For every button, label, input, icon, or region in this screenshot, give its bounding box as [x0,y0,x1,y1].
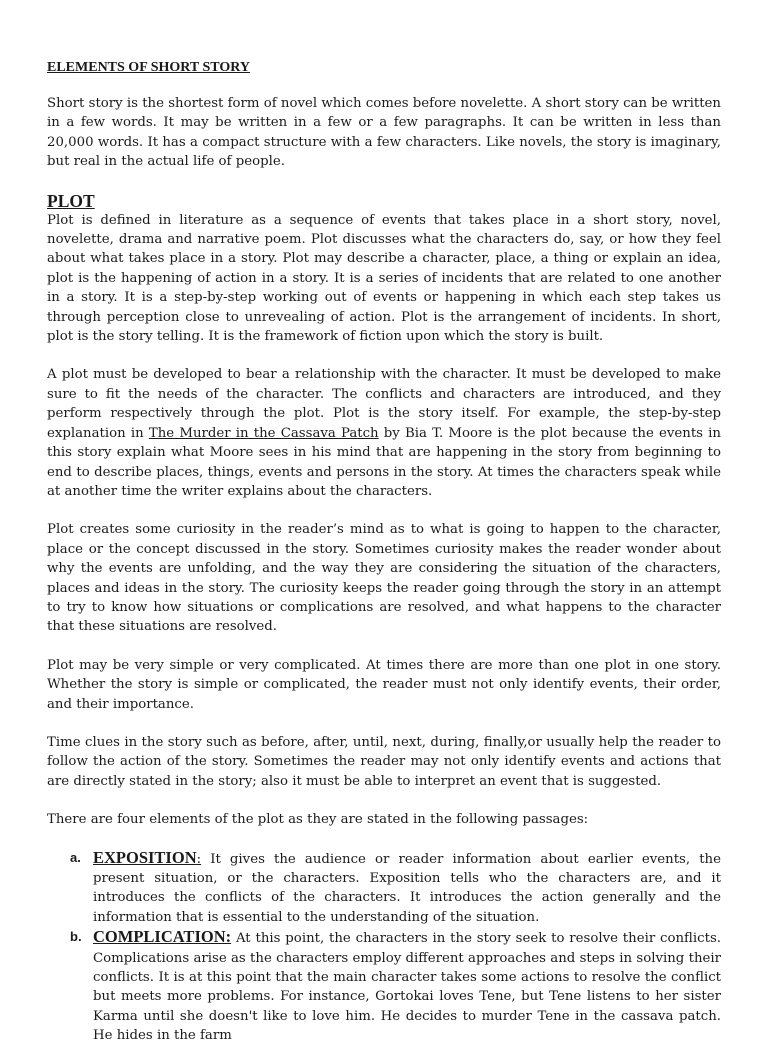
element-term: EXPOSITION [93,847,197,867]
list-marker: a. [70,849,81,865]
plot-paragraph-5: Time clues in the story such as before, after, until, next, during, finally,or usually help the reader to follow the action of the story. Sometimes the reader may not only identify events and actions that are directly stated in the story; also it must be able to interpret an event that is suggested. [47,734,721,789]
plot-heading: PLOT [47,190,95,211]
plot-paragraph-3: Plot creates some curiosity in the reader’s mind as to what is going to happen to the character, place or the concept discussed in the story. Sometimes curiosity makes the reader wonder about why the events are unfolding, and the way they are considering the situation of the characters, places and ideas in the story. The curiosity keeps the reader going through the story in an attempt to try to know how situations or complications are resolved, and what happens to the character that these situations are resolved. [47,522,721,635]
intro-paragraph: Short story is the shortest form of novel which comes before novelette. A short story can be written in a few words. It may be written in a few or a few paragraphs. It can be written in less than 20,000 words. It has a compact structure with a few characters. Like novels, the story is imaginary, but real in the actual life of people. [47,96,721,170]
element-description: It gives the audience or reader information about earlier events, the present situation, or the characters. Exposition tells who the characters are, and it introduces the conflicts of the characters. It introduces the action generally and the information that is essential to the understanding of the situation. [93,851,721,925]
plot-paragraph-2 [47,365,721,501]
document-title: ELEMENTS OF SHORT STORY [47,60,250,75]
list-item [70,847,721,928]
book-title: The Murder in the Cassava Patch [148,425,379,441]
element-description: At this point, the characters in the story seek to resolve their conflicts. Complications arise as the characters employ different approaches and steps in solving their conflicts. It is at this point that the main character takes some actions to resolve the conflict but meets more problems. For instance, Gortokai loves Tene, but Tene listens to her sister Karma until she doesn't like to love him. He decides to murder Tene in the cassava patch. He hides in the farm [93,931,721,1044]
element-term: COMPLICATION: [93,927,232,947]
plot-paragraph-4: Plot may be very simple or very complicated. At times there are more than one plot in one story. Whether the story is simple or complicated, the reader must not only identify events, their order, and their importance. [47,657,721,712]
plot-paragraph-6: There are four elements of the plot as they are stated in the following passages: [47,812,589,828]
list-item [70,927,721,1045]
plot-paragraph-2-start: A plot must be developed to bear a relationship with the character. It must be developed to make sure to fit the needs of the character. The conflicts and characters are introduced, and they perform respectively through the plot. Plot is the story itself. For example, the step-by-step explanation in [47,367,721,441]
plot-paragraph-1: Plot is defined in literature as a sequence of events that takes place in a short story, novel, novelette, drama and narrative poem. Plot discusses what the characters do, say, or how they feel about what takes place in a story. Plot may describe a character, place, a thing or explain an idea, plot is the happening of action in a story. It is a series of incidents that are related to one another in a story. It is a step-by-step working out of events or happening in which each step takes us through perception close to unrevealing of action. Plot is the arrangement of incidents. In short, plot is the story telling. It is the framework of fiction upon which the story is built. [47,212,721,345]
list-marker: b. [70,929,82,945]
plot-paragraph-2-end: by Bia T. Moore is the plot because the events in this story explain what Moore sees in his mind that are happening in the story from beginning to end to describe places, things, events and persons in the story. At times the characters speak while at another time the writer explains about the characters. [47,425,721,499]
plot-elements-list [47,848,721,1046]
element-separator: : [196,851,202,867]
